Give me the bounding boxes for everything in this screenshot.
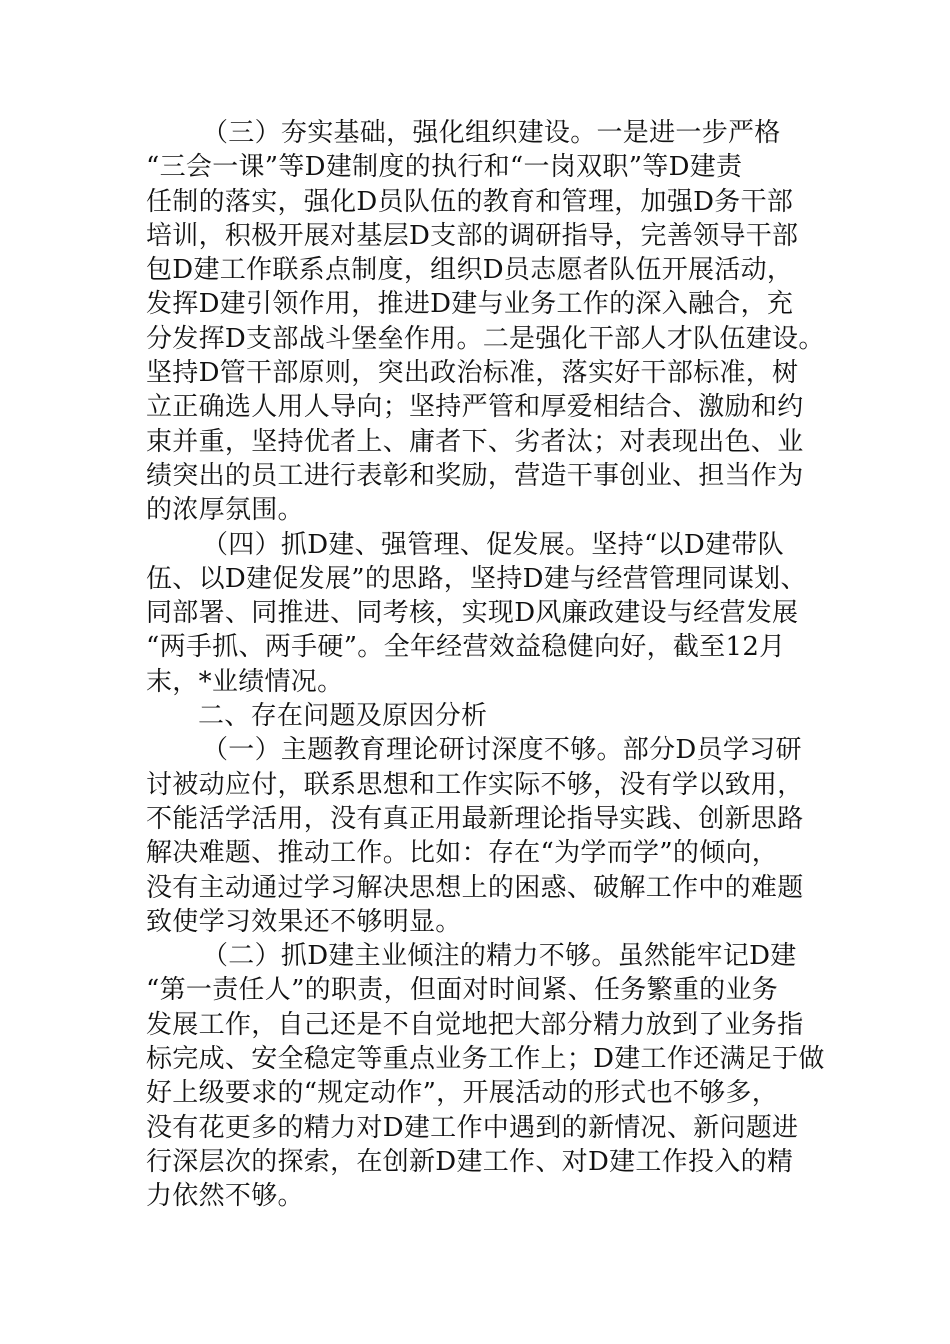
- text-line: 任制的落实，强化D员队伍的教育和管理，加强D务干部: [146, 186, 794, 217]
- text-line: 同部署、同推进、同考核，实现D风廉政建设与经营发展: [146, 598, 799, 629]
- text-line: 伍、以D建促发展”的思路，坚持D建与经营管理同谋划、: [146, 563, 807, 594]
- text-line: 不能活学活用，没有真正用最新理论指导实践、创新思路: [146, 803, 804, 834]
- paragraph-party-building-development: [146, 528, 816, 699]
- text-line: 的浓厚氛围。: [146, 495, 304, 526]
- text-line: （四）抓D建、强管理、促发展。坚持“以D建带队: [202, 529, 784, 560]
- section-heading-text: 二、存在问题及原因分析: [198, 701, 488, 732]
- paragraph-organization-building: [146, 116, 825, 528]
- text-line: 立正确选人用人导向；坚持严管和厚爱相结合、激励和约: [146, 392, 804, 423]
- text-line: 坚持D管干部原则，突出政治标准，落实好干部标准，树: [146, 358, 799, 389]
- text-line: 讨被动应付，联系思想和工作实际不够，没有学以致用，: [146, 769, 804, 800]
- text-line: 没有主动通过学习解决思想上的困惑、破解工作中的难题: [146, 872, 804, 903]
- section-heading: [146, 699, 816, 733]
- text-line: 解决难题、推动工作。比如：存在“为学而学”的倾向，: [146, 838, 779, 869]
- text-line: 末，*业绩情况。: [146, 666, 344, 697]
- text-line: 包D建工作联系点制度，组织D员志愿者队伍开展活动，: [146, 255, 794, 286]
- text-line: 发展工作，自己还是不自觉地把大部分精力放到了业务指: [146, 1009, 804, 1040]
- text-line: 束并重，坚持优者上、庸者下、劣者汰；对表现出色、业: [146, 426, 804, 457]
- document-body: [146, 116, 825, 1214]
- text-line: “第一责任人”的职责，但面对时间紧、任务繁重的业务: [146, 975, 779, 1006]
- text-line: 没有花更多的精力对D建工作中遇到的新情况、新问题进: [146, 1112, 799, 1143]
- text-line: （三）夯实基础，强化组织建设。一是进一步严格: [202, 118, 781, 148]
- text-line: 行深层次的探索，在创新D建工作、对D建工作投入的精: [146, 1146, 794, 1177]
- text-line: 力依然不够。: [146, 1181, 304, 1212]
- text-line: 好上级要求的“规定动作”，开展活动的形式也不够多，: [146, 1078, 779, 1109]
- text-line: 绩突出的员工进行表彰和奖励，营造干事创业、担当作为: [146, 460, 804, 491]
- text-line: “三会一课”等D建制度的执行和“一岗双职”等D建责: [146, 152, 743, 183]
- text-line: 培训，积极开展对基层D支部的调研指导，完善领导干部: [146, 220, 799, 251]
- text-line: 发挥D建引领作用，推进D建与业务工作的深入融合，充: [146, 289, 794, 320]
- text-line: 分发挥D支部战斗堡垒作用。二是强化干部人才队伍建设。: [146, 323, 825, 354]
- text-line: “两手抓、两手硬”。全年经营效益稳健向好，截至12月: [146, 632, 786, 663]
- text-line: （二）抓D建主业倾注的精力不够。虽然能牢记D建: [202, 941, 797, 972]
- text-line: 致使学习效果还不够明显。: [146, 906, 462, 937]
- text-line: （一）主题教育理论研讨深度不够。部分D员学习研: [202, 735, 802, 766]
- paragraph-theory-study: [146, 733, 816, 939]
- text-line: 标完成、安全稳定等重点业务工作上；D建工作还满足于做: [146, 1044, 825, 1075]
- paragraph-main-responsibility: [146, 939, 825, 1213]
